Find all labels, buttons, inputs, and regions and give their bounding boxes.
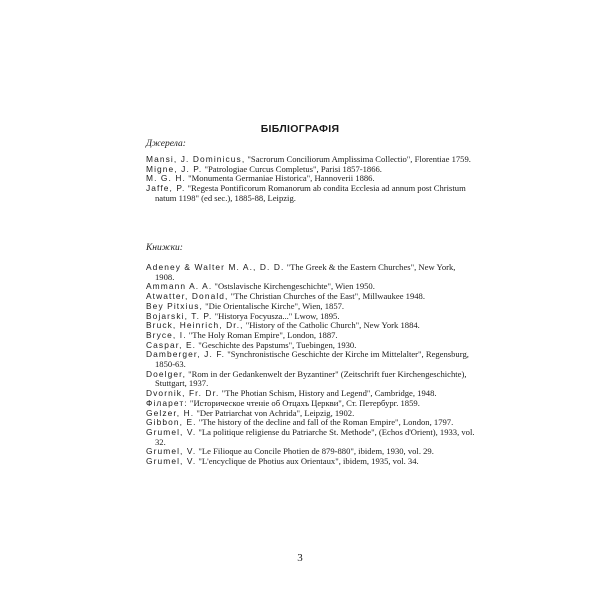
entry-author: Mansi, J. Dominicus, bbox=[146, 154, 246, 164]
entry-text: "Monumenta Germaniae Historica", Hannoverii 1886. bbox=[185, 173, 375, 184]
books-list bbox=[146, 263, 476, 467]
bibliography-entry bbox=[146, 263, 476, 282]
entry-author: Bey Pitxius, bbox=[146, 300, 203, 311]
entry-text: "Sacrorum Conciliorum Amplissima Collectio", Florentiae 1759. bbox=[245, 154, 471, 164]
entry-author: Gibbon, E. bbox=[146, 417, 197, 428]
entry-author: Dvornik, Fr. Dr. bbox=[146, 388, 220, 399]
entry-text: "La politique religiense du Patriarche St. Methode", (Echos d'Orient), 1933, vol. 32. bbox=[155, 426, 475, 447]
bibliography-entry bbox=[146, 428, 476, 447]
entry-text: "L'encyclique de Photius aux Orientaux", ibidem, 1935, vol. 34. bbox=[196, 456, 419, 467]
entry-text: "The Greek & the Eastern Churches", New York, 1908. bbox=[155, 262, 456, 282]
books-heading: Книжки: bbox=[146, 243, 183, 253]
entry-text: "Le Filioque au Concile Photien de 879-880", ibidem, 1930, vol. 29. bbox=[196, 446, 434, 457]
entry-text: "Der Patriarchat von Achrida", Leipzig, 1902. bbox=[194, 407, 355, 418]
entry-author: M. G. H. bbox=[146, 173, 186, 184]
entry-text: "Rom in der Gedankenwelt der Byzantiner" (Zeitschrift fuer Kirchengeschichte), Stuttgart, 1937. bbox=[155, 368, 467, 389]
entry-text: "History of the Catholic Church", New York 1884. bbox=[243, 320, 420, 331]
bibliography-entry bbox=[146, 457, 476, 467]
entry-author: Grumel, V. bbox=[146, 456, 197, 467]
entry-author: Caspar, E. bbox=[146, 339, 197, 350]
entry-text: "The Photian Schism, History and Legend", Cambridge, 1948. bbox=[219, 388, 437, 399]
entry-author: Migne, J. P. bbox=[146, 163, 203, 174]
page-number: 3 bbox=[297, 552, 303, 564]
entry-text: "Geschichte des Papstums", Tuebingen, 1930. bbox=[196, 339, 357, 350]
entry-author: Bruck, Heinrich, Dr., bbox=[146, 320, 244, 331]
sources-list bbox=[146, 155, 476, 204]
bibliography-entry bbox=[146, 370, 476, 389]
entry-author: Doelger, bbox=[146, 368, 186, 379]
bibliography-entry bbox=[146, 350, 476, 369]
entry-author: Adeney & Walter M. A., D. D. bbox=[146, 262, 285, 272]
entry-author: Grumel, V. bbox=[146, 426, 197, 437]
entry-author: Філарет: bbox=[146, 397, 188, 408]
page-title: БІБЛІОГРАФІЯ bbox=[260, 123, 340, 135]
entry-text: "The Christian Churches of the East", Millwaukee 1948. bbox=[228, 291, 425, 302]
entry-text: "Ostslavische Kirchengeschichte", Wien 1950. bbox=[212, 281, 375, 292]
entry-author: Grumel, V. bbox=[146, 446, 197, 457]
entry-text: "The history of the decline and fall of the Roman Empire", London, 1797. bbox=[196, 417, 454, 428]
entry-author: Gelzer, H. bbox=[146, 407, 195, 418]
entry-author: Jaffe, P. bbox=[146, 183, 186, 194]
entry-author: Ammann A. A. bbox=[146, 281, 213, 292]
sources-heading: Джерела: bbox=[146, 139, 186, 149]
bibliography-entry bbox=[146, 184, 476, 203]
entry-text: "The Holy Roman Empire", London, 1887. bbox=[186, 329, 338, 340]
entry-author: Damberger, J. F. bbox=[146, 349, 226, 360]
entry-author: Bryce, I. bbox=[146, 329, 187, 340]
entry-text: "Die Orientalische Kirche", Wien, 1857. bbox=[202, 300, 345, 311]
entry-author: Bojarski, T. P. bbox=[146, 310, 213, 321]
entry-text: "Synchronistische Geschichte der Kirche im Mittelalter", Regensburg, 1850-63. bbox=[155, 349, 469, 370]
entry-author: Atwatter, Donald, bbox=[146, 291, 229, 302]
entry-text: "Regesta Pontificorum Romanorum ab condita Ecclesia ad annum post Christum natum 1198" (ed sec.), 1885-88, Leipzig. bbox=[155, 183, 466, 203]
entry-text: "Patrologiae Curcus Completus", Parisi 1857-1866. bbox=[202, 163, 382, 174]
entry-text: "Historya Focyusza..." Lwow, 1895. bbox=[212, 310, 340, 321]
entry-text: "Историческое чтеніе об Отцахъ Церкви", Ст. Петербург. 1859. bbox=[187, 397, 420, 408]
